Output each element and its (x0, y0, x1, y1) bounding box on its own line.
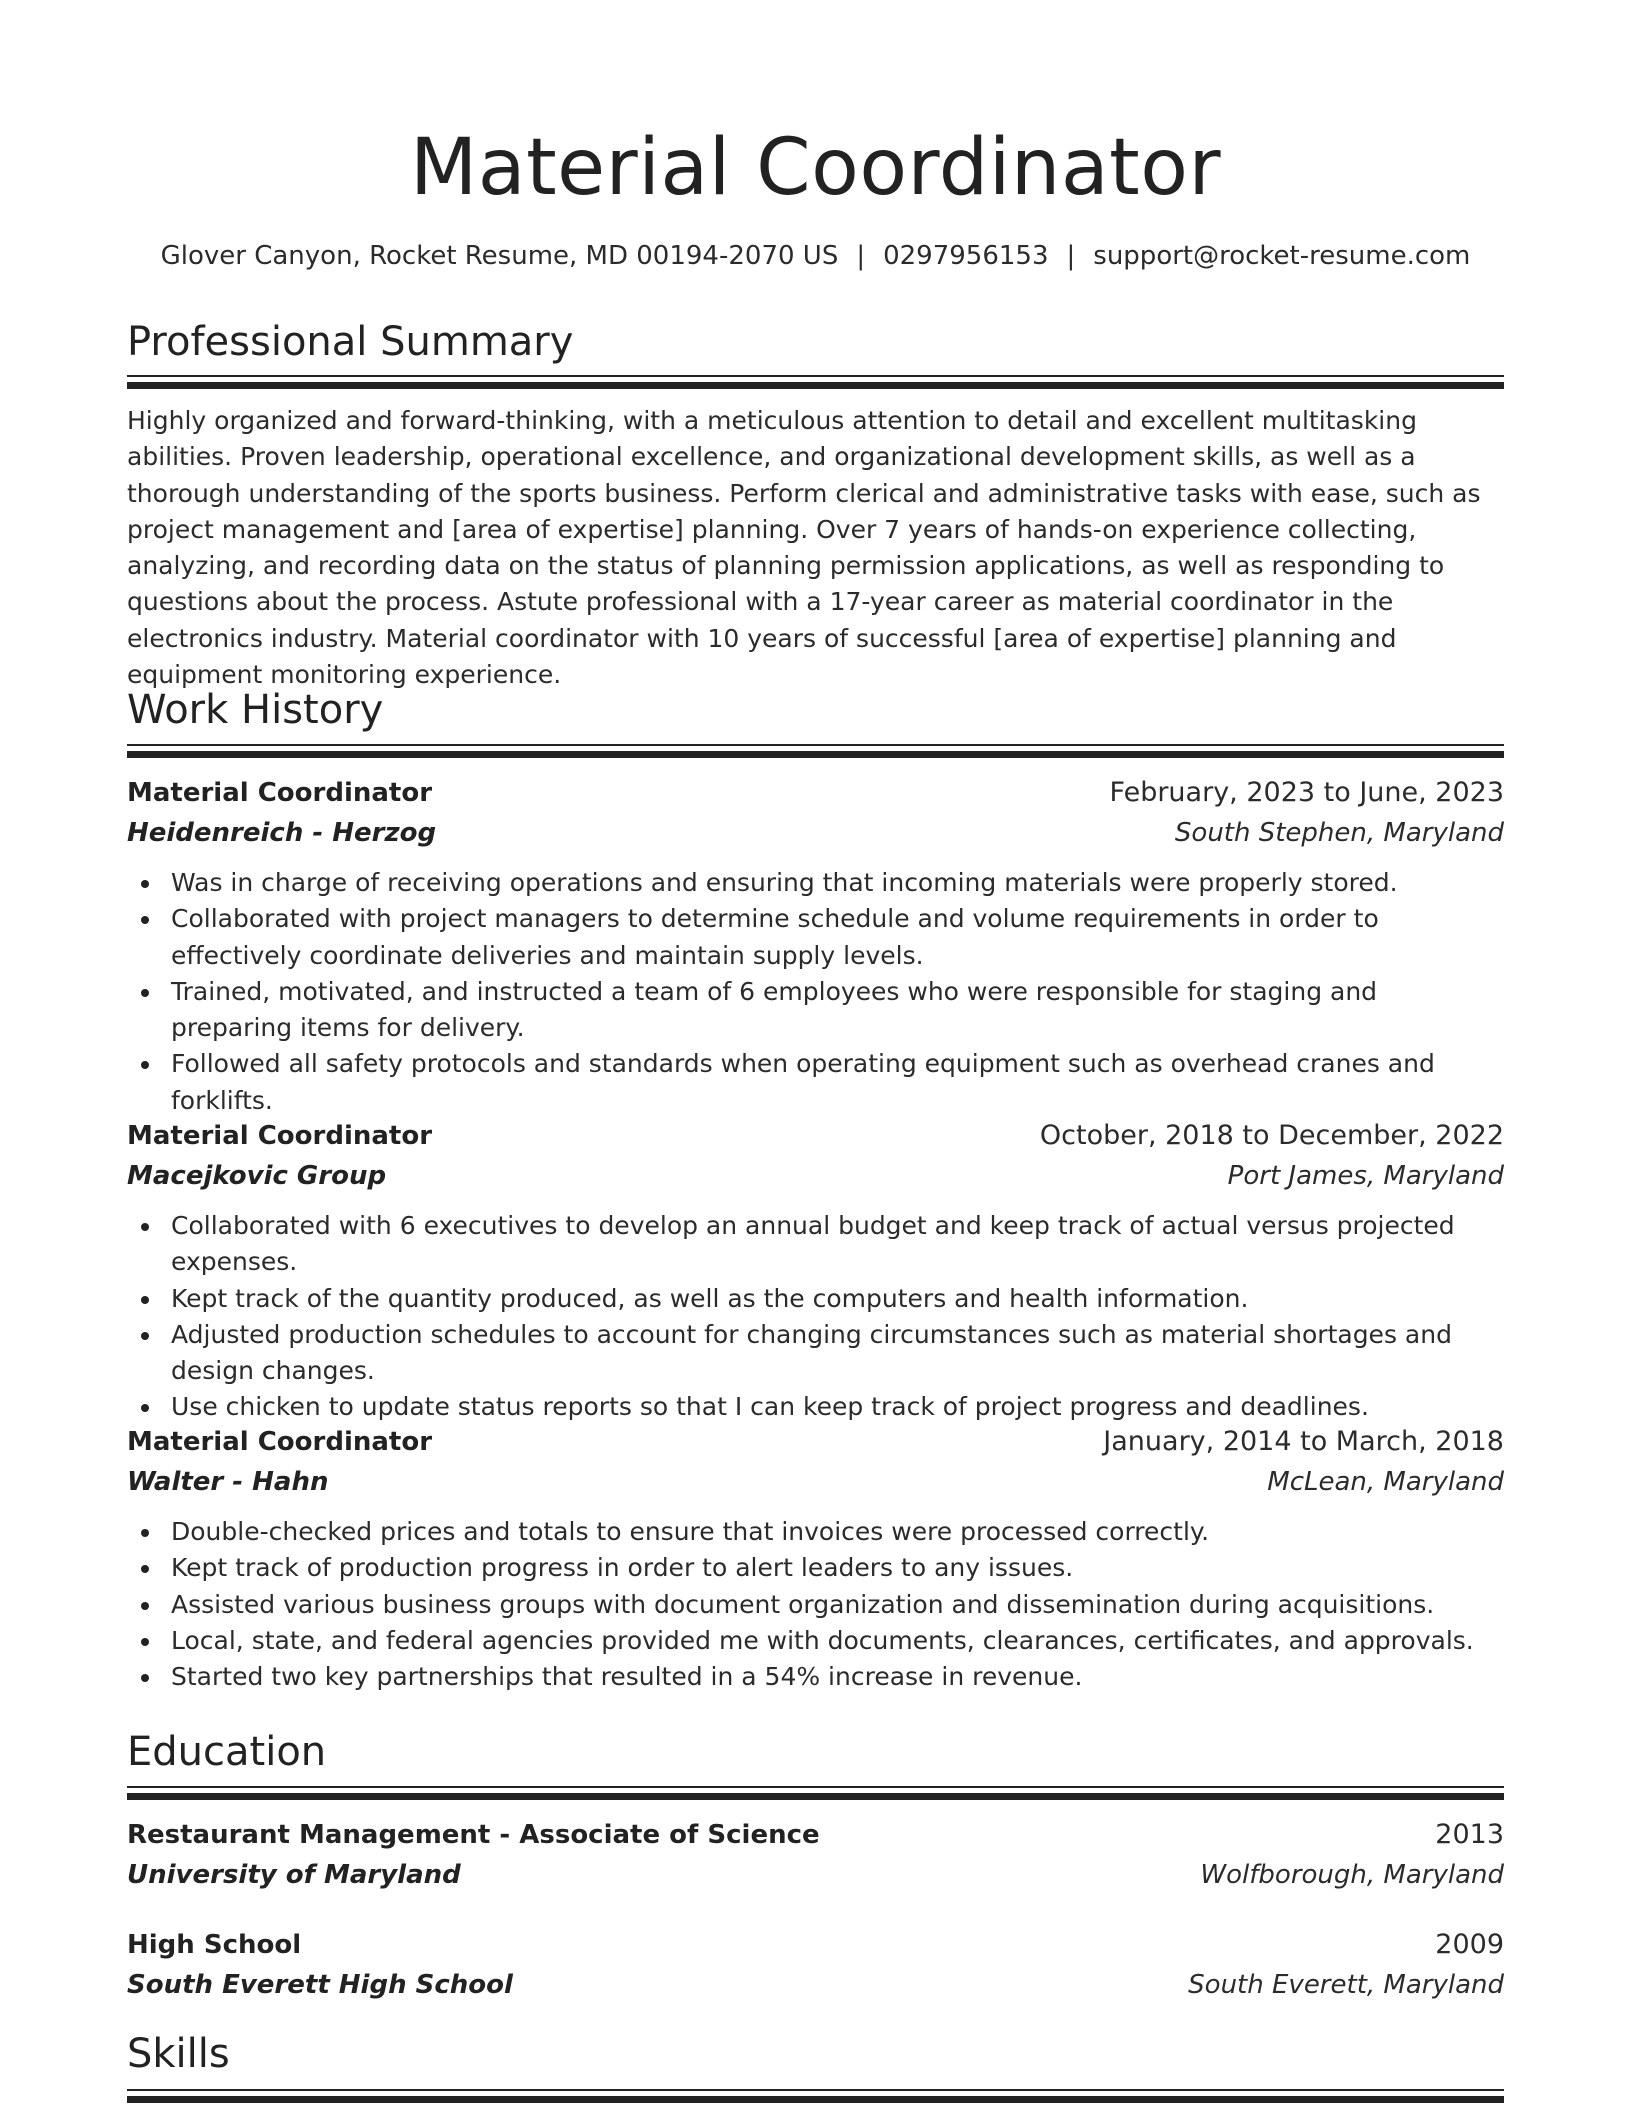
education-school: University of Maryland (127, 1860, 461, 1890)
contact-address: Glover Canyon, Rocket Resume, MD 00194-2070 US (160, 241, 839, 271)
job-location: McLean, Maryland (1267, 1467, 1504, 1497)
job-bullets (127, 1208, 1504, 1426)
education-entry (127, 1925, 1504, 2005)
summary-text: Highly organized and forward-thinking, with a meticulous attention to detail and excellent multitasking abilities. Proven leadership, operational excellence, and organizational development skills, as well as a thorough understanding of the sports business. Perform clerical and administrative tasks with ease, such as project management and [area of expertise] planning. Over 7 years of hands-on experience collecting, analyzing, and recording data on the status of planning permission applications, as well as responding to questions about the process. Astute professional with a 17-year career as material coordinator in the electronics industry. Material coordinator with 10 years of successful [area of expertise] planning and equipment monitoring experience. (127, 406, 1481, 690)
section-title-summary: Professional Summary (127, 319, 574, 365)
section-rule (127, 375, 1504, 390)
contact-email: support@rocket-resume.com (1093, 241, 1471, 271)
bullet-item: Double-checked prices and totals to ensure that invoices were processed correctly. (127, 1514, 1504, 1550)
job-bullets (127, 865, 1504, 1119)
job-title: Material Coordinator (127, 1121, 433, 1151)
job-entry (127, 1422, 1504, 1695)
job-company: Walter - Hahn (127, 1467, 329, 1497)
job-dates: January, 2014 to March, 2018 (1103, 1426, 1504, 1457)
bullet-item: Use chicken to update status reports so that I can keep track of project progress and deadlines. (127, 1389, 1504, 1425)
education-year: 2013 (1435, 1819, 1504, 1850)
section-title-skills: Skills (127, 2031, 230, 2077)
education-degree: Restaurant Management - Associate of Science (127, 1820, 820, 1850)
education-location: South Everett, Maryland (1188, 1970, 1504, 2000)
contact-line (127, 236, 1504, 276)
contact-separator: | (1066, 241, 1076, 271)
job-title: Material Coordinator (127, 778, 433, 808)
education-year: 2009 (1435, 1929, 1504, 1960)
bullet-item: Collaborated with 6 executives to develop an annual budget and keep track of actual versus projected expenses. (127, 1208, 1504, 1281)
job-title: Material Coordinator (127, 1427, 433, 1457)
section-title-work: Work History (127, 687, 384, 733)
job-location: Port James, Maryland (1227, 1161, 1504, 1191)
section-rule (127, 744, 1504, 759)
section-rule (127, 2089, 1504, 2104)
job-bullets (127, 1514, 1504, 1695)
contact-separator: | (856, 241, 866, 271)
job-entry (127, 1116, 1504, 1426)
job-location: South Stephen, Maryland (1174, 818, 1504, 848)
bullet-item: Was in charge of receiving operations and ensuring that incoming materials were properly stored. (127, 865, 1504, 901)
job-dates: October, 2018 to December, 2022 (1039, 1120, 1504, 1151)
education-entry (127, 1815, 1504, 1895)
bullet-item: Local, state, and federal agencies provided me with documents, clearances, certificates, and approvals. (127, 1623, 1504, 1659)
bullet-item: Followed all safety protocols and standards when operating equipment such as overhead cranes and forklifts. (127, 1046, 1504, 1119)
bullet-item: Trained, motivated, and instructed a team of 6 employees who were responsible for staging and preparing items for delivery. (127, 974, 1504, 1047)
education-degree: High School (127, 1930, 302, 1960)
bullet-item: Kept track of the quantity produced, as well as the computers and health information. (127, 1281, 1504, 1317)
education-school: South Everett High School (127, 1970, 513, 2000)
job-company: Macejkovic Group (127, 1161, 387, 1191)
bullet-item: Adjusted production schedules to account for changing circumstances such as material shortages and design changes. (127, 1317, 1504, 1390)
resume-name: Material Coordinator (409, 123, 1222, 213)
job-company: Heidenreich - Herzog (127, 818, 437, 848)
job-dates: February, 2023 to June, 2023 (1109, 777, 1504, 808)
bullet-item: Kept track of production progress in order to alert leaders to any issues. (127, 1550, 1504, 1586)
contact-phone: 0297956153 (883, 241, 1049, 271)
bullet-item: Assisted various business groups with document organization and dissemination during acquisitions. (127, 1587, 1504, 1623)
education-location: Wolfborough, Maryland (1200, 1860, 1504, 1890)
bullet-item: Collaborated with project managers to determine schedule and volume requirements in order to effectively coordinate deliveries and maintain supply levels. (127, 901, 1504, 974)
job-entry (127, 773, 1504, 1119)
bullet-item: Started two key partnerships that resulted in a 54% increase in revenue. (127, 1659, 1504, 1695)
section-title-education: Education (127, 1729, 327, 1775)
section-rule (127, 1786, 1504, 1801)
